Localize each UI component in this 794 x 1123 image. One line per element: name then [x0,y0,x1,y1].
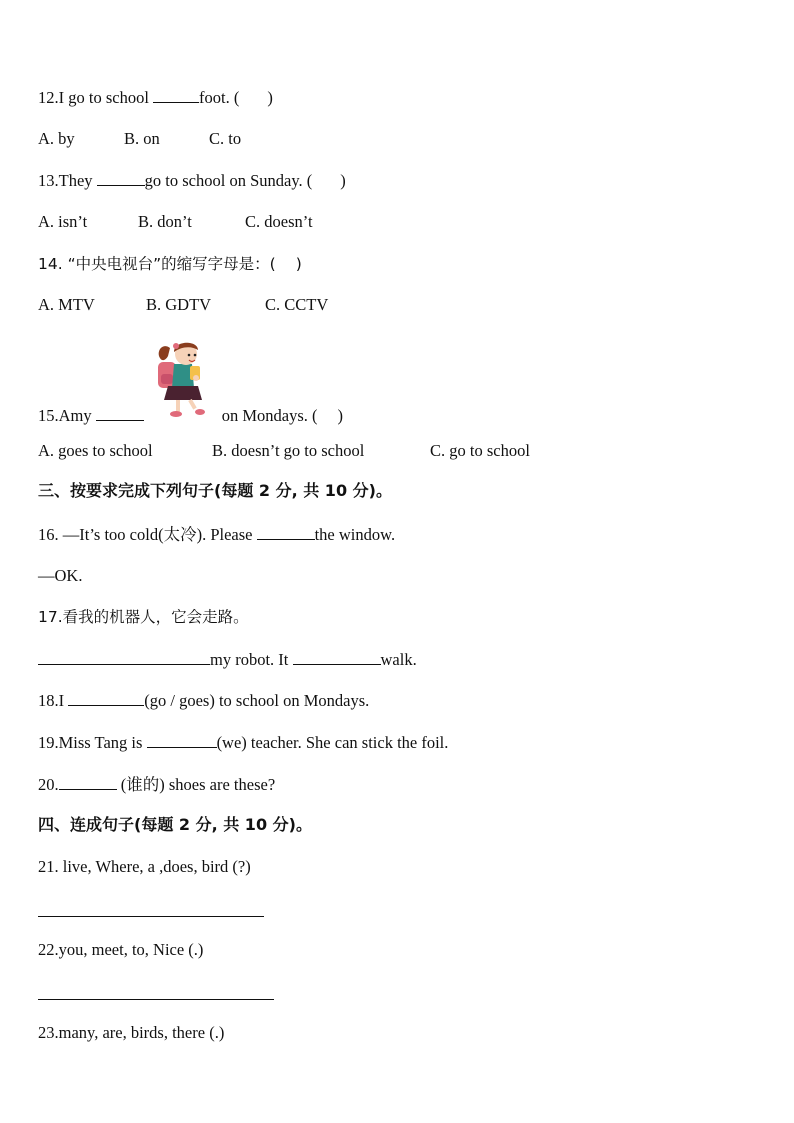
q19-text-pre: 19.Miss Tang is [38,733,147,752]
q12-option-b[interactable]: B. on [124,129,160,148]
q13-option-a[interactable]: A. isn’t [38,212,88,231]
question-21: 21. live, Where, a ,does, bird (?) [38,857,251,876]
question-18 [38,690,369,711]
q15-text-pre: 15.Amy [38,406,96,425]
q18-text-pre: 18.I [38,691,69,710]
q12-blank[interactable] [153,87,199,103]
question-13 [38,170,346,191]
q13-blank[interactable] [97,170,145,186]
question-17-prompt: 17.看我的机器人，它会走路。 [38,608,249,626]
question-12 [38,87,273,108]
q18-text-post: (go / goes) to school on Mondays. [144,691,370,710]
q13-text-post: go to school on Sunday. ( [144,171,313,190]
q17-blank-1[interactable] [38,649,210,665]
q12-text-pre: 12.I go to school [38,88,154,107]
q17-text-post: walk. [380,650,417,669]
question-17-answer [38,649,417,670]
q14-option-c[interactable]: C. CCTV [265,295,329,314]
q15-option-a[interactable]: A. goes to school [38,441,153,460]
q16-text-post: the window. [314,525,396,544]
q12-option-a[interactable]: A. by [38,129,75,148]
question-20 [38,774,275,795]
q21-answer-line[interactable] [38,916,264,917]
q13-option-b[interactable]: B. don’t [138,212,192,231]
q20-text-pre: 20. [38,775,59,794]
question-19 [38,732,448,753]
question-23: 23.many, are, birds, there (.) [38,1023,225,1042]
q19-text-post: (we) teacher. She can stick the foil. [216,733,449,752]
q15-text-post: on Mondays. ( [221,406,318,425]
section-4-heading: 四、连成句子(每题 2 分, 共 10 分)。 [38,815,312,834]
q17-text-mid: my robot. It [210,650,293,669]
q12-option-c[interactable]: C. to [209,129,242,148]
q15-blank[interactable] [96,405,144,421]
q15-close: ) [337,406,344,425]
q17-blank-2[interactable] [293,649,381,665]
q14-text: 14. “中央电视台”的缩写字母是：( [38,255,276,273]
q15-option-b[interactable]: B. doesn’t go to school [212,441,365,460]
q12-close: ) [267,88,273,107]
q15-option-c[interactable]: C. go to school [430,441,530,460]
q13-option-c[interactable]: C. doesn’t [245,212,313,231]
question-15 [38,405,343,426]
q13-text-pre: 13.They [38,171,97,190]
q14-option-a[interactable]: A. MTV [38,295,95,314]
question-14 [38,254,302,274]
section-3-heading: 三、按要求完成下列句子(每题 2 分, 共 10 分)。 [38,481,392,500]
q18-blank[interactable] [68,690,144,706]
q19-blank[interactable] [147,732,217,748]
q12-text-post: foot. ( [199,88,240,107]
q13-close: ) [340,171,346,190]
q22-answer-line[interactable] [38,999,274,1000]
q20-text-post: (谁的) shoes are these? [116,775,276,794]
q16-blank[interactable] [257,524,315,540]
q16-reply: —OK. [38,566,83,585]
question-22: 22.you, meet, to, Nice (.) [38,940,204,959]
q20-blank[interactable] [59,774,117,790]
question-16 [38,524,395,545]
q14-option-b[interactable]: B. GDTV [146,295,212,314]
q14-close: ) [295,255,302,273]
q16-text-pre: 16. —It’s too cold(太冷). Please [38,525,257,544]
